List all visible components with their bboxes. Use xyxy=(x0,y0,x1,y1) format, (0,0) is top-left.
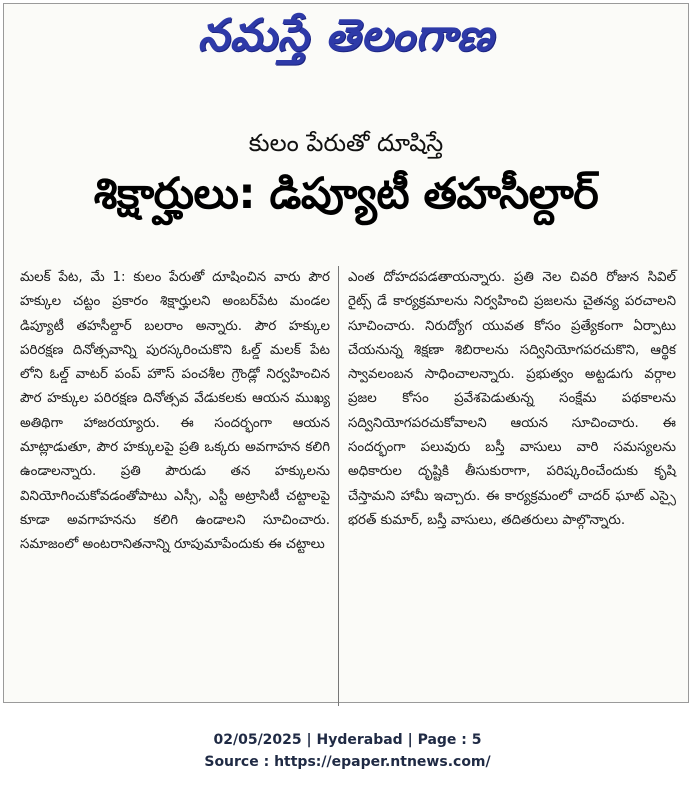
source-info: Source : https://epaper.ntnews.com/ xyxy=(204,754,491,770)
article-column-right: ఎంత దోహదపడతాయన్నారు. ప్రతి నెల చివరి రోజున సివిల్ రైట్స్ డే కార్యక్రమాలను నిర్వహించి ప్రజలను చైతన్య పరచాలని సూచించారు. నిరుద్యోగ యువత కోసం ప్రత్యేకంగా ఏర్పాటు చేయనున్న శిక్షణా శిబిరాలను సద్వినియోగపరచుకొని, ఆర్థిక స్వావలంబన సాధించాలన్నారు. ప్రభుత్వం అట్టడుగు వర్గాల ప్రజల కోసం ప్రవేశపెడుతున్న సంక్షేమ పథకాలను సద్వినియోగపరచుకోవాలని ఆయన సూచించారు. ఈ సందర్భంగా పలువురు బస్తీ వాసులు వారి సమస్యలను అధికారుల దృష్టికి తీసుకురాగా, పరిష్కరించేందుకు కృషి చేస్తామని హామీ ఇచ్చారు. ఈ కార్యక్రమంలో చాదర్ ఘాట్ ఎస్సై భరత్ కుమార్, బస్తీ వాసులు, తదితరులు పాల్గొన్నారు. xyxy=(348,270,676,528)
edition-info: 02/05/2025 | Hyderabad | Page : 5 xyxy=(213,732,482,748)
column-divider xyxy=(338,266,339,706)
article-headline: శిక్షార్హులు: డిప్యూటీ తహసీల్దార్ xyxy=(93,169,599,219)
newspaper-masthead: నమస్తే తెలంగాణ xyxy=(197,10,495,61)
newspaper-clipping xyxy=(3,3,689,703)
article-kicker: కులం పేరుతో దూషిస్తే xyxy=(248,129,444,157)
article-column-left: మలక్ పేట, మే 1: కులం పేరుతో దూషించిన వారు పౌర హక్కుల చట్టం ప్రకారం శిక్షార్హులని అంబర్‌పేట మండల డిప్యూటీ తహసీల్దార్ బలరాం అన్నారు. పౌర హక్కుల పరిరక్షణ దినోత్సవాన్ని పురస్కరించుకొని ఓల్డ్ మలక్ పేట లోని ఓల్డ్ వాటర్ పంప్ హౌస్ పంచశీల గ్రౌండ్లో నిర్వహించిన పౌర హక్కుల పరిరక్షణ దినోత్సవ వేడుకలకు ఆయన ముఖ్య అతిథిగా హాజరయ్యారు. ఈ సందర్భంగా ఆయన మాట్లాడుతూ, పౌర హక్కులపై ప్రతి ఒక్కరు అవగాహన కలిగి ఉండాలన్నారు. ప్రతి పౌరుడు తన హక్కులను వినియోగించుకోవడంతోపాటు ఎస్సీ, ఎస్టీ అట్రాసిటీ చట్టాలపై కూడా అవగాహనను కలిగి ఉండాలని సూచించారు. సమాజంలో అంటరానితనాన్ని రూపుమాపేందుకు ఈ చట్టాలు xyxy=(20,270,330,553)
